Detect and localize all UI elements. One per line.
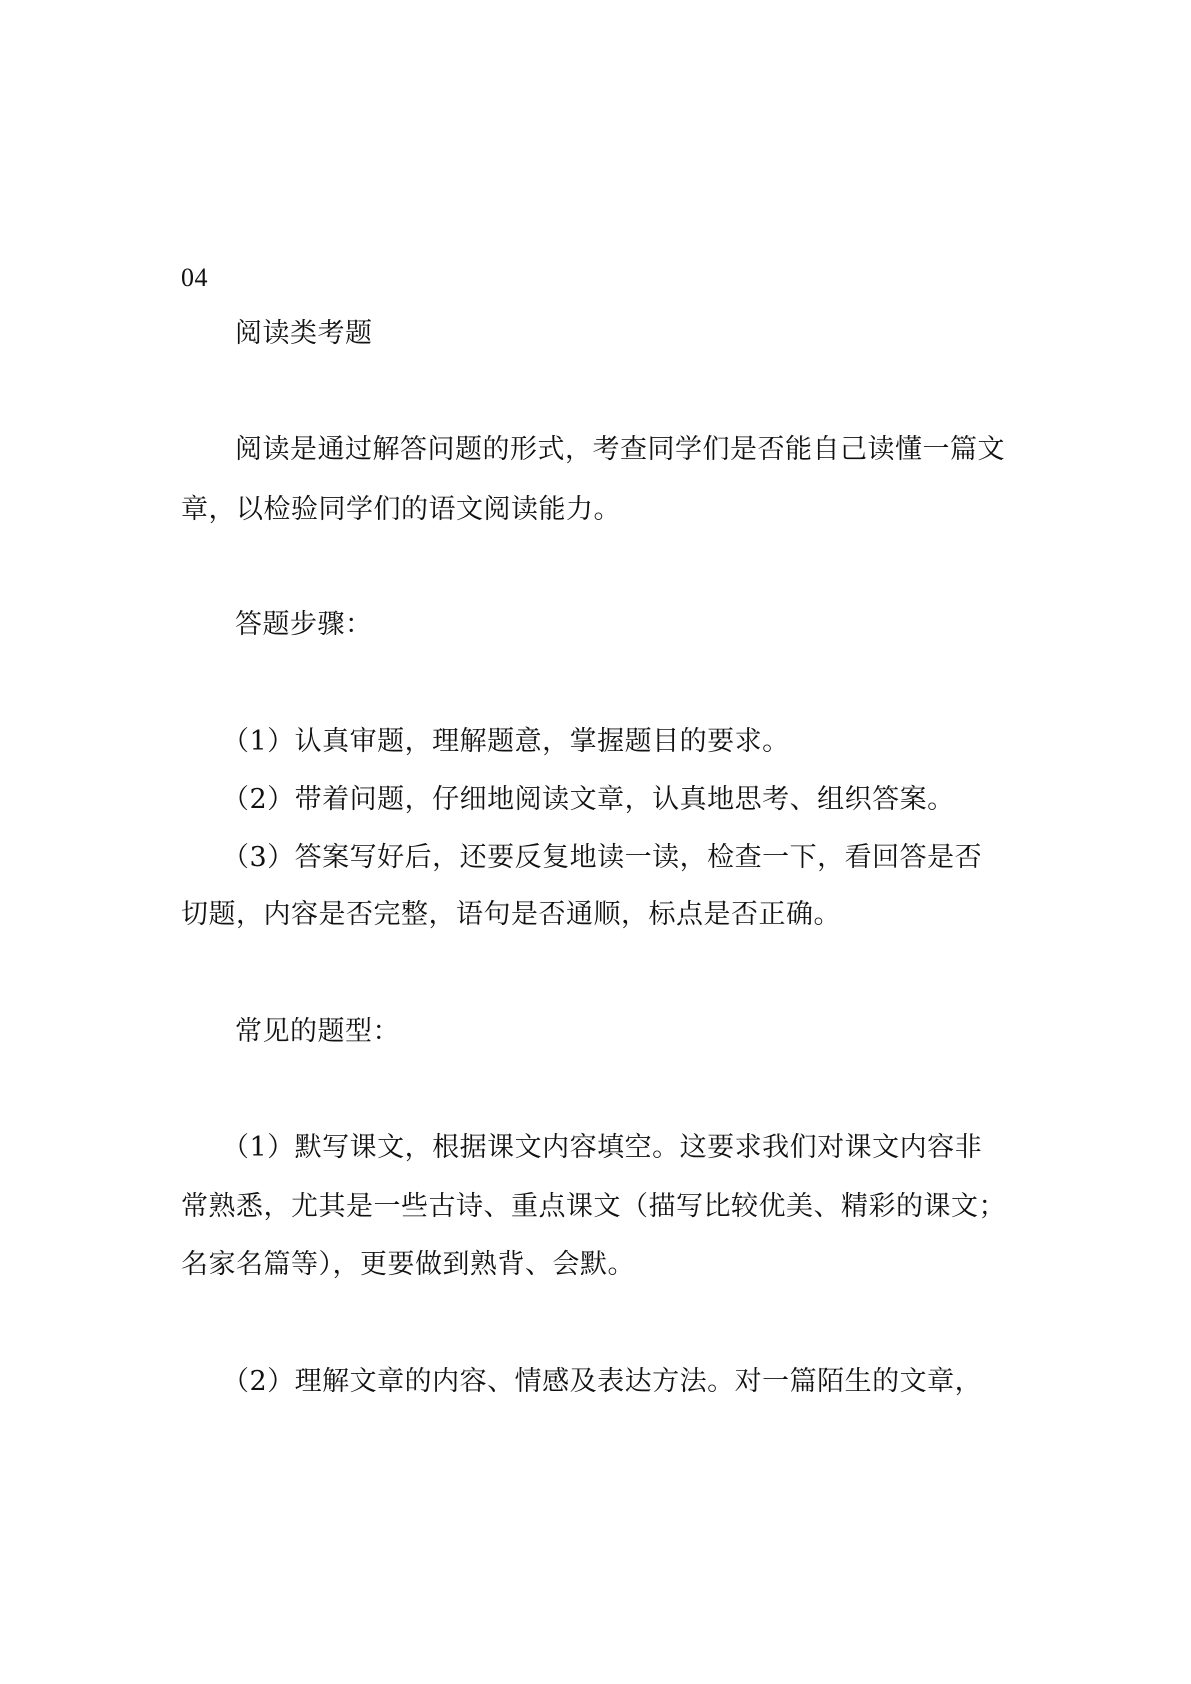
type-1-line-3: 名家名篇等），更要做到熟背、会默。 bbox=[181, 1249, 635, 1280]
step-2: （2）带着问题，仔细地阅读文章，认真地思考、组织答案。 bbox=[222, 784, 955, 815]
steps-title: 答题步骤： bbox=[235, 609, 373, 640]
step-1: （1）认真审题，理解题意，掌握题目的要求。 bbox=[222, 726, 790, 757]
section-number: 04 bbox=[181, 263, 208, 292]
step-3-line-1: （3）答案写好后，还要反复地读一读，检查一下，看回答是否 bbox=[222, 842, 983, 873]
types-title: 常见的题型： bbox=[235, 1016, 400, 1047]
intro-line-2: 章，以检验同学们的语文阅读能力。 bbox=[181, 494, 621, 525]
section-heading: 阅读类考题 bbox=[235, 318, 373, 349]
type-2-line-1: （2）理解文章的内容、情感及表达方法。对一篇陌生的文章， bbox=[222, 1366, 983, 1397]
type-1-line-2: 常熟悉，尤其是一些古诗、重点课文（描写比较优美、精彩的课文； bbox=[181, 1191, 1006, 1222]
type-1-line-1: （1）默写课文，根据课文内容填空。这要求我们对课文内容非 bbox=[222, 1132, 983, 1163]
step-3-line-2: 切题，内容是否完整，语句是否通顺，标点是否正确。 bbox=[181, 899, 841, 930]
intro-line-1: 阅读是通过解答问题的形式，考查同学们是否能自己读懂一篇文 bbox=[235, 434, 1005, 465]
